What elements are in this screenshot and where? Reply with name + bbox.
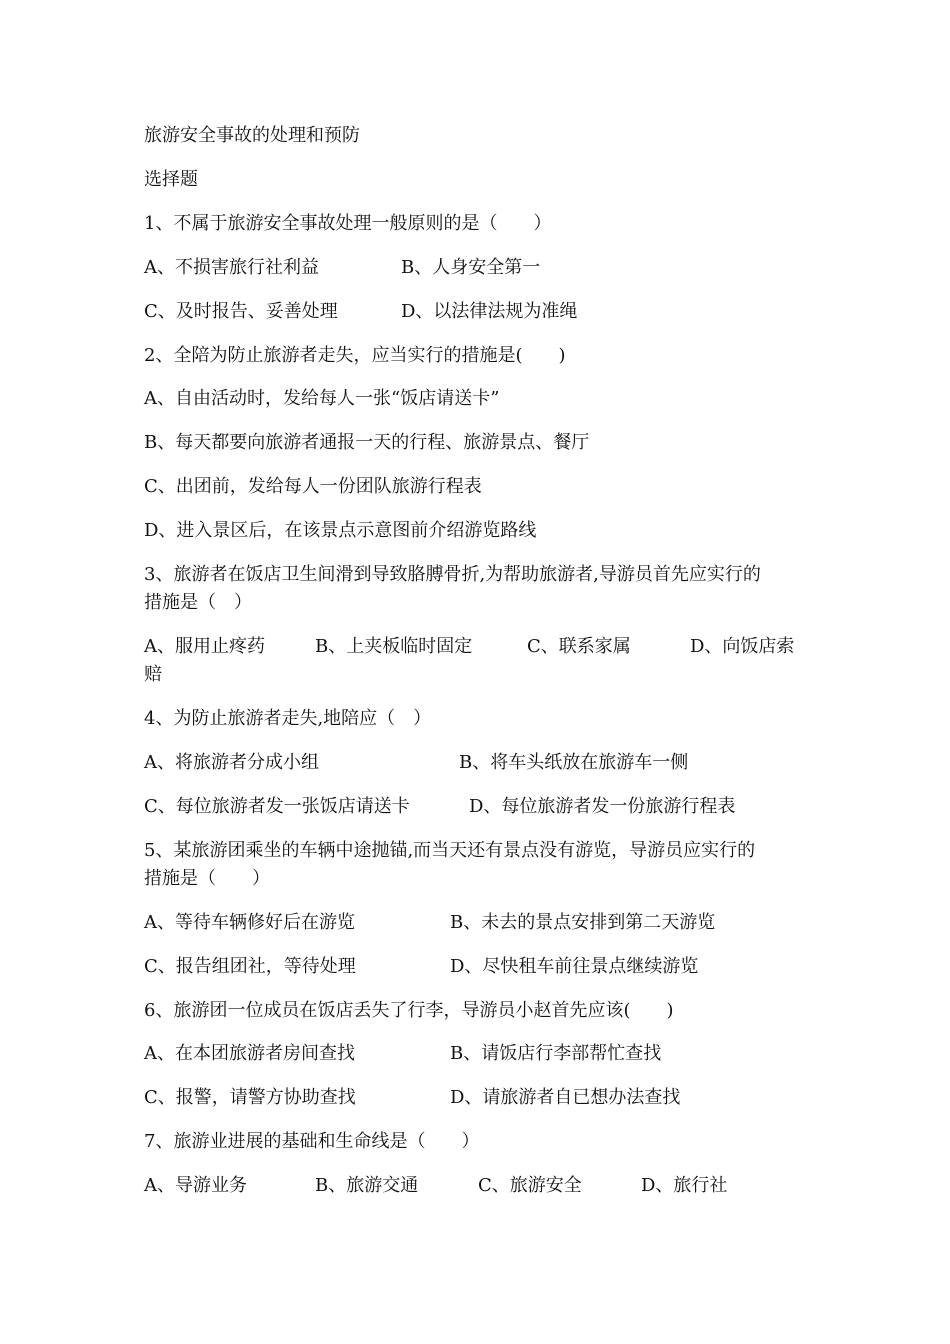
question-2-stem: 2、全陪为防止旅游者走失，应当实行的措施是( ) bbox=[144, 345, 566, 366]
question-7-option-c: C、旅游安全 bbox=[478, 1175, 582, 1196]
question-5-option-c: C、报告组团社，等待处理 bbox=[144, 956, 356, 977]
question-3-stem-line2: 措施是（ ） bbox=[144, 592, 252, 613]
question-6-option-a: A、在本团旅游者房间查找 bbox=[144, 1043, 355, 1064]
document-title: 旅游安全事故的处理和预防 bbox=[144, 125, 360, 146]
question-2-option-d: D、进入景区后，在该景点示意图前介绍游览路线 bbox=[144, 520, 537, 541]
question-2-option-c: C、出团前，发给每人一份团队旅游行程表 bbox=[144, 476, 482, 497]
question-5-option-a: A、等待车辆修好后在游览 bbox=[144, 912, 355, 933]
question-5-option-d: D、尽快租车前往景点继续游览 bbox=[450, 956, 699, 977]
question-2-option-b: B、每天都要向旅游者通报一天的行程、旅游景点、餐厅 bbox=[144, 432, 590, 453]
question-3-option-d-tail: 赔 bbox=[144, 664, 162, 685]
question-5-stem-line2: 措施是（ ） bbox=[144, 868, 270, 889]
section-heading: 选择题 bbox=[144, 169, 198, 190]
question-4-option-b: B、将车头纸放在旅游车一侧 bbox=[459, 752, 689, 773]
question-4-option-c: C、每位旅游者发一张饭店请送卡 bbox=[144, 796, 410, 817]
question-4-stem: 4、为防止旅游者走失,地陪应（ ） bbox=[144, 708, 432, 729]
question-3-option-b: B、上夹板临时固定 bbox=[315, 636, 473, 657]
question-1-option-b: B、人身安全第一 bbox=[401, 257, 541, 278]
question-6-option-d: D、请旅游者自已想办法查找 bbox=[450, 1087, 681, 1108]
question-1-option-d: D、以法律法规为准绳 bbox=[401, 301, 578, 322]
question-3-option-a: A、服用止疼药 bbox=[144, 636, 265, 657]
question-3-option-c: C、联系家属 bbox=[527, 636, 631, 657]
question-7-stem: 7、旅游业进展的基础和生命线是（ ） bbox=[144, 1131, 480, 1152]
question-2-option-a: A、自由活动时，发给每人一张“饭店请送卡” bbox=[144, 388, 500, 409]
question-7-option-d: D、旅行社 bbox=[641, 1175, 728, 1196]
question-6-stem: 6、旅游团一位成员在饭店丢失了行李，导游员小赵首先应该( ) bbox=[144, 1000, 674, 1021]
question-1-stem: 1、不属于旅游安全事故处理一般原则的是（ ） bbox=[144, 213, 552, 234]
question-1-option-c: C、及时报告、妥善处理 bbox=[144, 301, 338, 322]
question-6-option-c: C、报警，请警方协助查找 bbox=[144, 1087, 356, 1108]
question-3-option-d: D、向饭店索 bbox=[690, 636, 795, 657]
question-7-option-a: A、导游业务 bbox=[144, 1175, 247, 1196]
question-6-option-b: B、请饭店行李部帮忙查找 bbox=[450, 1043, 662, 1064]
question-5-option-b: B、未去的景点安排到第二天游览 bbox=[450, 912, 716, 933]
question-4-option-a: A、将旅游者分成小组 bbox=[144, 752, 319, 773]
question-7-option-b: B、旅游交通 bbox=[315, 1175, 419, 1196]
question-3-stem-line1: 3、旅游者在饭店卫生间滑到导致胳膊骨折,为帮助旅游者,导游员首先应实行的 bbox=[144, 564, 761, 585]
question-4-option-d: D、每位旅游者发一份旅游行程表 bbox=[469, 796, 736, 817]
question-1-option-a: A、不损害旅行社利益 bbox=[144, 257, 319, 278]
question-5-stem-line1: 5、某旅游团乘坐的车辆中途抛锚,而当天还有景点没有游览，导游员应实行的 bbox=[144, 840, 756, 861]
